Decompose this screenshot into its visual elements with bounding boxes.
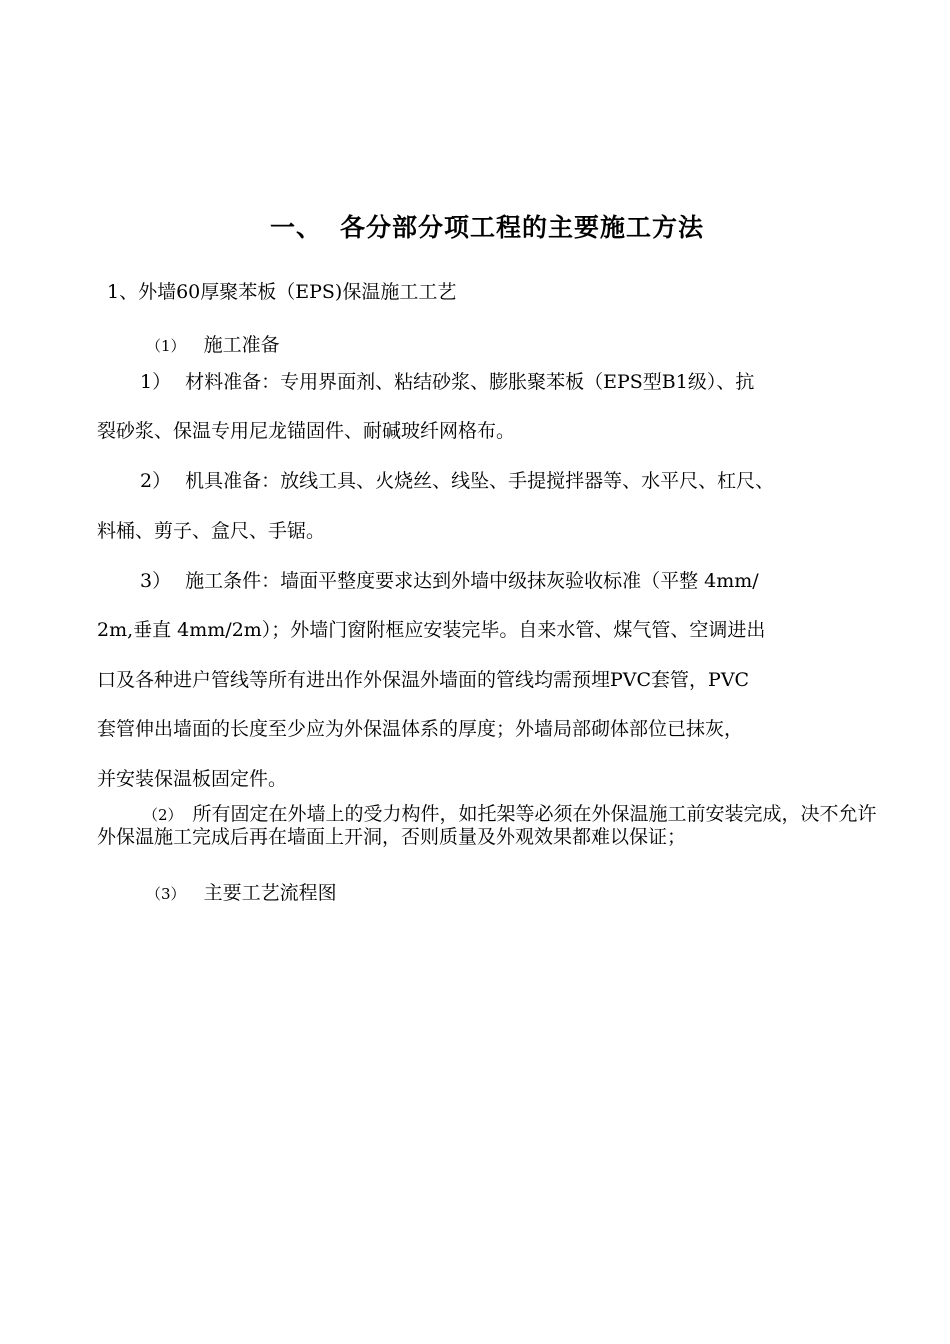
item-2-line-1: [140, 466, 774, 493]
item-3-line-1: [140, 566, 759, 593]
subsection-3-title: 主要工艺流程图: [203, 882, 337, 904]
subsection-2-text: 所有固定在外墙上的受力构件，如托架等必须在外保温施工前安装完成，决不允许外保温施工完成后再在墙面上开洞，否则质量及外观效果都难以保证；: [97, 803, 877, 848]
item-2-number: 2）: [140, 470, 172, 492]
heading-title: 各分部分项工程的主要施工方法: [340, 213, 705, 242]
subsection-3: [146, 878, 337, 905]
subsection-2: [97, 803, 877, 848]
section-1-title: 1、外墙60厚聚苯板（EPS)保温施工工艺: [107, 281, 457, 303]
subsection-1-label: （1）: [146, 337, 186, 355]
item-2-text: 机具准备：放线工具、火烧丝、线坠、手提搅拌器等、水平尺、杠尺、: [185, 470, 775, 492]
section-heading: [270, 208, 704, 244]
item-3-text: 施工条件：墙面平整度要求达到外墙中级抹灰验收标准（平整 4mm/: [185, 570, 759, 592]
item-3-number: 3）: [140, 570, 172, 592]
item-1-line-2: 裂砂浆、保温专用尼龙锚固件、耐碱玻纤网格布。: [97, 420, 516, 442]
item-3-line-5: 并安装保温板固定件。: [97, 768, 288, 790]
item-3-line-4: 套管伸出墙面的长度至少应为外保温体系的厚度；外墙局部砌体部位已抹灰，: [97, 718, 744, 740]
item-3-line-2: 2m,垂直 4mm/2m）；外墙门窗附框应安装完毕。自来水管、煤气管、空调进出: [97, 619, 766, 641]
item-1-text: 材料准备：专用界面剂、粘结砂浆、膨胀聚苯板（EPS型B1级）、抗: [185, 371, 755, 393]
subsection-1: [146, 330, 280, 357]
item-1-number: 1）: [140, 371, 172, 393]
subsection-2-label: （2）: [143, 806, 183, 824]
heading-number: 一、: [270, 213, 323, 242]
item-2-line-2: 料桶、剪子、盒尺、手锯。: [97, 520, 326, 542]
subsection-1-title: 施工准备: [203, 334, 280, 356]
item-3-line-3: 口及各种进户管线等所有进出作外保温外墙面的管线均需预埋PVC套管，PVC: [97, 669, 750, 691]
item-1-line-1: [140, 367, 754, 394]
subsection-3-label: （3）: [146, 885, 186, 903]
